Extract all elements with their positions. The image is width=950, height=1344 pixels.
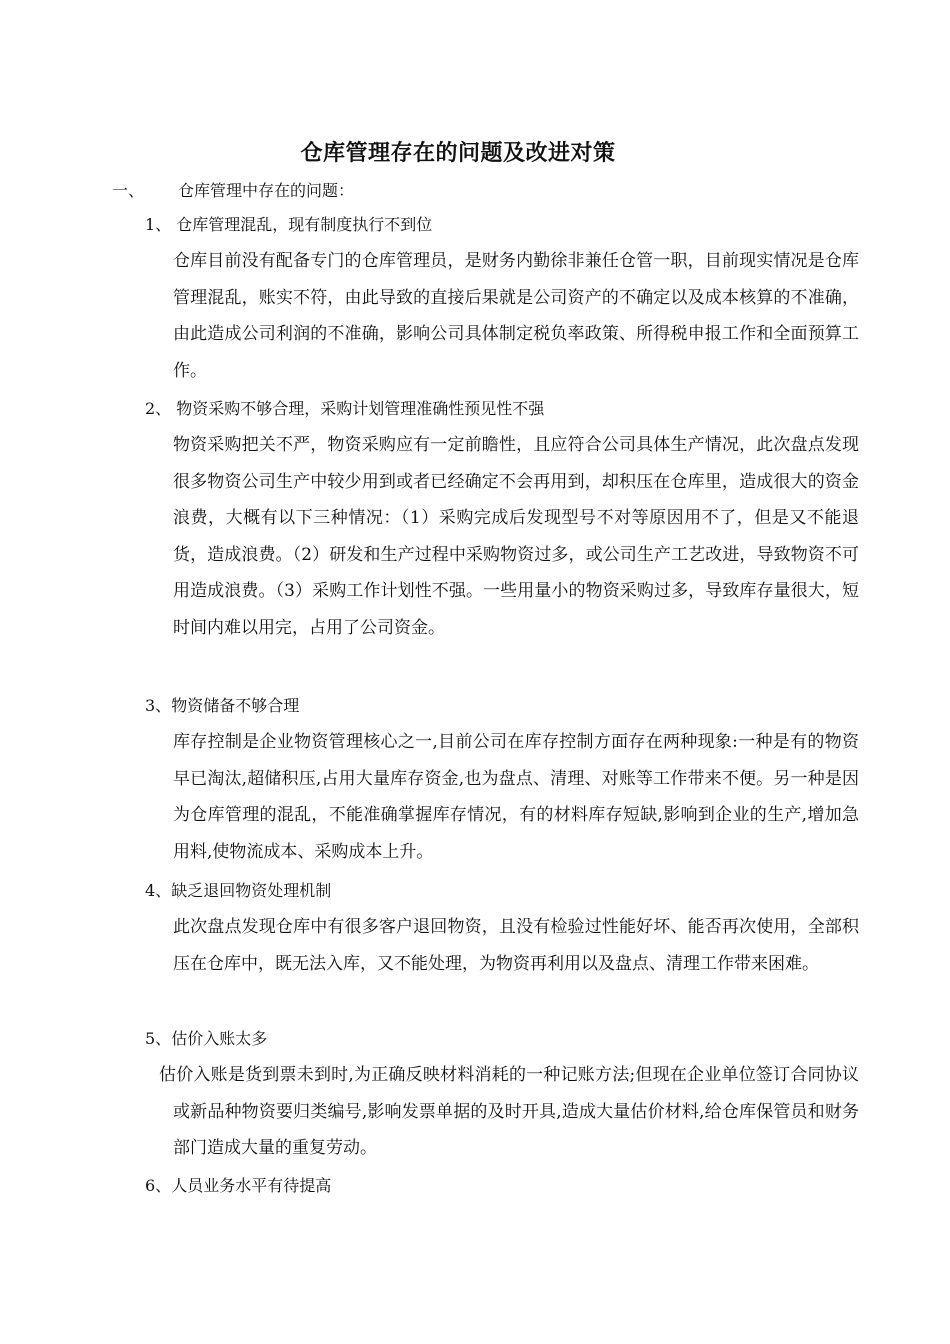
item-heading-text: 物资储备不够合理 bbox=[171, 696, 300, 715]
item-body-2: 物资采购把关不严，物资采购应有一定前瞻性，且应符合公司具体生产情况，此次盘点发现很多物资公司生产中较少用到或者已经确定不会再用到，却积压在仓库里，造成很大的资金浪费，大概有以下三种情况：（1）采购完成后发现型号不对等原因用不了，但是又不能退货，造成浪费。（2）研发和生产过程中采购物资过多，或公司生产工艺改进，导致物资不可用造成浪费。（3）采购工作计划性不强。一些用量小的物资采购过多，导致库存量很大，短时间内难以用完，占用了公司资金。 bbox=[173, 435, 859, 638]
item-heading-text: 人员业务水平有待提高 bbox=[171, 1176, 332, 1195]
item-number: 5、 bbox=[145, 1029, 172, 1048]
item-number: 4、 bbox=[145, 881, 172, 900]
item-heading-1 bbox=[145, 212, 432, 235]
section-heading-text: 仓库管理中存在的问题： bbox=[178, 181, 355, 200]
item-body-4: 此次盘点发现仓库中有很多客户退回物资，且没有检验过性能好坏、能否再次使用，全部积压在仓库中，既无法入库，又不能处理，为物资再利用以及盘点、清理工作带来困难。 bbox=[173, 917, 859, 974]
item-number: 6、 bbox=[145, 1176, 172, 1195]
section-heading bbox=[112, 178, 354, 201]
item-heading-2 bbox=[145, 396, 544, 419]
item-heading-3 bbox=[145, 693, 299, 716]
item-number: 1、 bbox=[145, 215, 172, 234]
section-number: 一、 bbox=[112, 181, 145, 200]
item-heading-text: 物资采购不够合理，采购计划管理准确性预见性不强 bbox=[176, 399, 545, 418]
item-heading-5 bbox=[145, 1026, 267, 1049]
item-heading-text: 缺乏退回物资处理机制 bbox=[171, 881, 332, 900]
item-body-3: 库存控制是企业物资管理核心之一,目前公司在库存控制方面存在两种现象:一种是有的物资早已淘汰,超储积压,占用大量库存资金,也为盘点、清理、对账等工作带来不便。另一种是因为仓库管理的混乱，不能准确掌握库存情况，有的材料库存短缺,影响到企业的生产,增加急用料,使物流成本、采购成本上升。 bbox=[173, 732, 859, 862]
item-heading-text: 估价入账太多 bbox=[171, 1029, 268, 1048]
item-body-5: 估价入账是货到票未到时,为正确反映材料消耗的一种记账方法;但现在企业单位签订合同协议或新品种物资要归类编号,影响发票单据的及时开具,造成大量估价材料,给仓库保管员和财务部门造成大量的重复劳动。 bbox=[159, 1065, 859, 1158]
item-heading-text: 仓库管理混乱，现有制度执行不到位 bbox=[176, 215, 433, 234]
item-heading-6 bbox=[145, 1173, 331, 1196]
item-heading-4 bbox=[145, 878, 331, 901]
item-number: 2、 bbox=[145, 399, 172, 418]
item-body-1: 仓库目前没有配备专门的仓库管理员，是财务内勤徐非兼任仓管一职，目前现实情况是仓库管理混乱，账实不符，由此导致的直接后果就是公司资产的不确定以及成本核算的不准确，由此造成公司利润的不准确，影响公司具体制定税负率政策、所得税申报工作和全面预算工作。 bbox=[173, 251, 859, 381]
item-number: 3、 bbox=[145, 696, 172, 715]
document-title: 仓库管理存在的问题及改进对策 bbox=[300, 141, 616, 166]
